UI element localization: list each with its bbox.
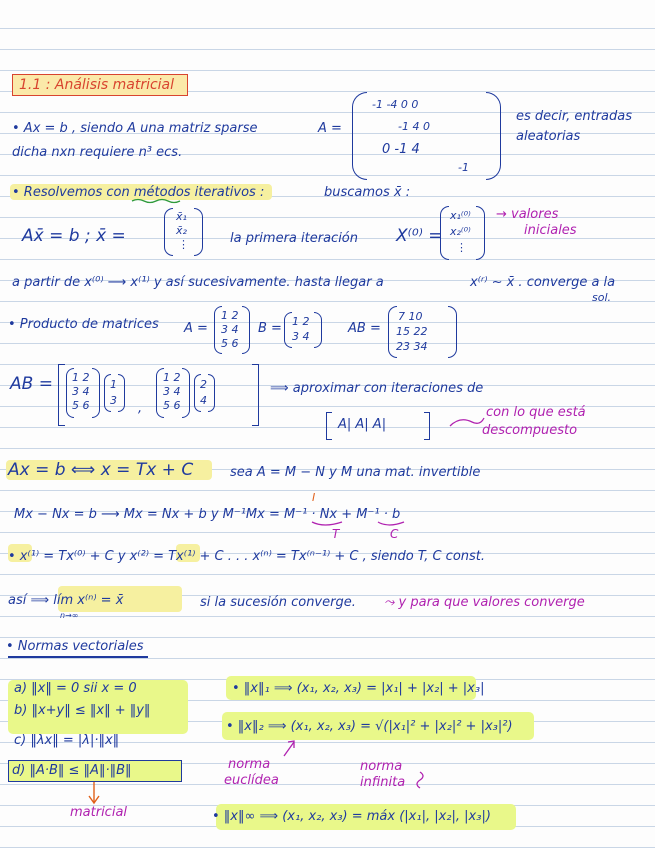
- matrix-a-label: A =: [318, 121, 342, 136]
- intro-note-1: es decir, entradas: [516, 109, 632, 124]
- prod-a-row-2: 3 4: [221, 323, 239, 336]
- infinite-2: infinita: [360, 775, 406, 790]
- prod-b-row-1: 1 2: [292, 315, 310, 328]
- limit-subscript: n→∞: [60, 611, 79, 620]
- norm-prop-d: d) ‖A·B‖ ≤ ‖A‖·‖B‖: [12, 763, 132, 778]
- limit-question: ⤳ y para que valores converge: [384, 595, 585, 610]
- prod-ab-row-3: 23 34: [396, 340, 428, 353]
- decomposed-2: descompuesto: [482, 423, 578, 438]
- infinite-1: norma: [360, 759, 403, 774]
- iterative-converge: x⁽ʳ⁾ ~ x̄ . converge a la: [470, 275, 616, 290]
- product-ab-label: AB =: [348, 321, 381, 336]
- intro-line-2: dicha nxn requiere n³ ecs.: [12, 145, 183, 160]
- ab2-m1-row-3: 5 6: [72, 399, 90, 412]
- initial-values-2: iniciales: [524, 223, 577, 238]
- approx-text: ⟹ aproximar con iteraciones de: [270, 381, 484, 396]
- intro-note-2: aleatorias: [516, 129, 581, 144]
- label-I: I: [312, 491, 316, 504]
- wavy-underline: [132, 200, 180, 203]
- section-title: 1.1 : Análisis matricial: [12, 74, 188, 96]
- iterative-sol: sol.: [592, 291, 612, 304]
- norm-prop-b: b) ‖x+y‖ ≤ ‖x‖ + ‖y‖: [14, 703, 151, 718]
- decomposed-1: con lo que está: [486, 405, 586, 420]
- prod-ab-row-1: 7 10: [398, 310, 423, 323]
- arrow-euclid: [284, 742, 294, 756]
- norms-heading: • Normas vectoriales: [6, 639, 144, 654]
- linear-eq2: Mx − Nx = b ⟶ Mx = Nx + b y M⁻¹Mx = M⁻¹ · Nx + M⁻¹ · b: [14, 507, 401, 522]
- matricial-label: matricial: [70, 805, 128, 820]
- prod-a-row-3: 5 6: [221, 337, 239, 350]
- ab2-m1-row-1: 1 2: [72, 371, 90, 384]
- matrix-a-row-3: 0 -1 4: [382, 142, 420, 157]
- label-C: C: [390, 527, 399, 541]
- ab2-m2-row-1: 1 2: [163, 371, 181, 384]
- norm-1: • ‖x‖₁ ⟹ (x₁, x₂, x₃) = |x₁| + |x₂| + |x₃|: [232, 681, 485, 696]
- norm-prop-c: c) ‖λx‖ = |λ|·‖x‖: [14, 733, 120, 748]
- limit-if: si la sucesión converge.: [200, 595, 356, 610]
- iterative-from: a partir de x⁽⁰⁾ ⟶ x⁽¹⁾ y así sucesivamente. hasta llegar a: [12, 275, 384, 290]
- product-bullet: • Producto de matrices: [8, 317, 159, 332]
- prod-a-row-1: 1 2: [221, 309, 239, 322]
- ab2-c2-row-2: 4: [200, 394, 207, 407]
- euclid-2: euclídea: [224, 773, 279, 788]
- iterative-bullet: • Resolvemos con métodos iterativos :: [12, 185, 265, 200]
- squiggle-infinite: [417, 772, 423, 788]
- ab2-c1-row-2: 3: [110, 394, 117, 407]
- matrix-a-row-2: -1 4 0: [398, 120, 430, 133]
- linear-let: sea A = M − N y M una mat. invertible: [230, 465, 481, 480]
- norm-inf: • ‖x‖∞ ⟹ (x₁, x₂, x₃) = máx (|x₁|, |x₂|, |x₃|): [212, 809, 491, 824]
- vec-x0-2: x₂⁽⁰⁾: [450, 225, 471, 238]
- intro-line-1: • Ax = b , siendo A una matriz sparse: [12, 121, 258, 136]
- ab2-c1-row-1: 1: [110, 378, 117, 391]
- label-T: T: [332, 527, 340, 541]
- norm-prop-a: a) ‖x‖ = 0 sii x = 0: [14, 681, 137, 696]
- limit-text: así ⟹ lím x⁽ⁿ⁾ = x̄: [8, 593, 124, 608]
- ab2-m2-row-2: 3 4: [163, 385, 181, 398]
- matrix-a-row-4: -1: [458, 161, 469, 174]
- vec-xbar-2: x̄₂: [176, 224, 187, 237]
- x0-label: X⁽⁰⁾ =: [396, 226, 443, 246]
- product-a-label: A =: [184, 321, 208, 336]
- prod-b-row-2: 3 4: [292, 330, 310, 343]
- vec-x0-3: ⋮: [456, 241, 467, 254]
- ab2-m2-row-3: 5 6: [163, 399, 181, 412]
- vec-xbar-3: ⋮: [178, 238, 189, 251]
- linear-equation: Ax = b ⟺ x = Tx + C: [8, 460, 194, 480]
- decomposed-arrow: [450, 418, 484, 426]
- ab2-m1-row-2: 3 4: [72, 385, 90, 398]
- matrix-a-row-1: -1 -4 0 0: [372, 98, 419, 111]
- iterative-equation: Ax̄ = b ; x̄ =: [22, 226, 126, 246]
- ab2-comma: ,: [138, 401, 143, 416]
- first-iteration-text: la primera iteración: [230, 231, 358, 246]
- initial-values-1: → valores: [496, 207, 559, 222]
- product-ab2-label: AB =: [10, 374, 53, 394]
- product-b-label: B =: [258, 321, 282, 336]
- norm-2: • ‖x‖₂ ⟹ (x₁, x₂, x₃) = √(|x₁|² + |x₂|² + |x₃|²): [226, 719, 513, 734]
- vec-xbar-1: x̄₁: [176, 210, 187, 223]
- boxes-content: A| A| A|: [338, 417, 387, 432]
- brace-C: [378, 522, 404, 525]
- brace-T: [312, 522, 342, 525]
- ab2-c2-row-1: 2: [200, 378, 207, 391]
- euclid-1: norma: [228, 757, 271, 772]
- linear-iteration: • x⁽¹⁾ = Tx⁽⁰⁾ + C y x⁽²⁾ = Tx⁽¹⁾ + C . . . x⁽ⁿ⁾ = Tx⁽ⁿ⁻¹⁾ + C , siendo T, C const.: [8, 549, 486, 564]
- prod-ab-row-2: 15 22: [396, 325, 428, 338]
- iterative-seek: buscamos x̄ :: [324, 185, 411, 200]
- vec-x0-1: x₁⁽⁰⁾: [450, 209, 471, 222]
